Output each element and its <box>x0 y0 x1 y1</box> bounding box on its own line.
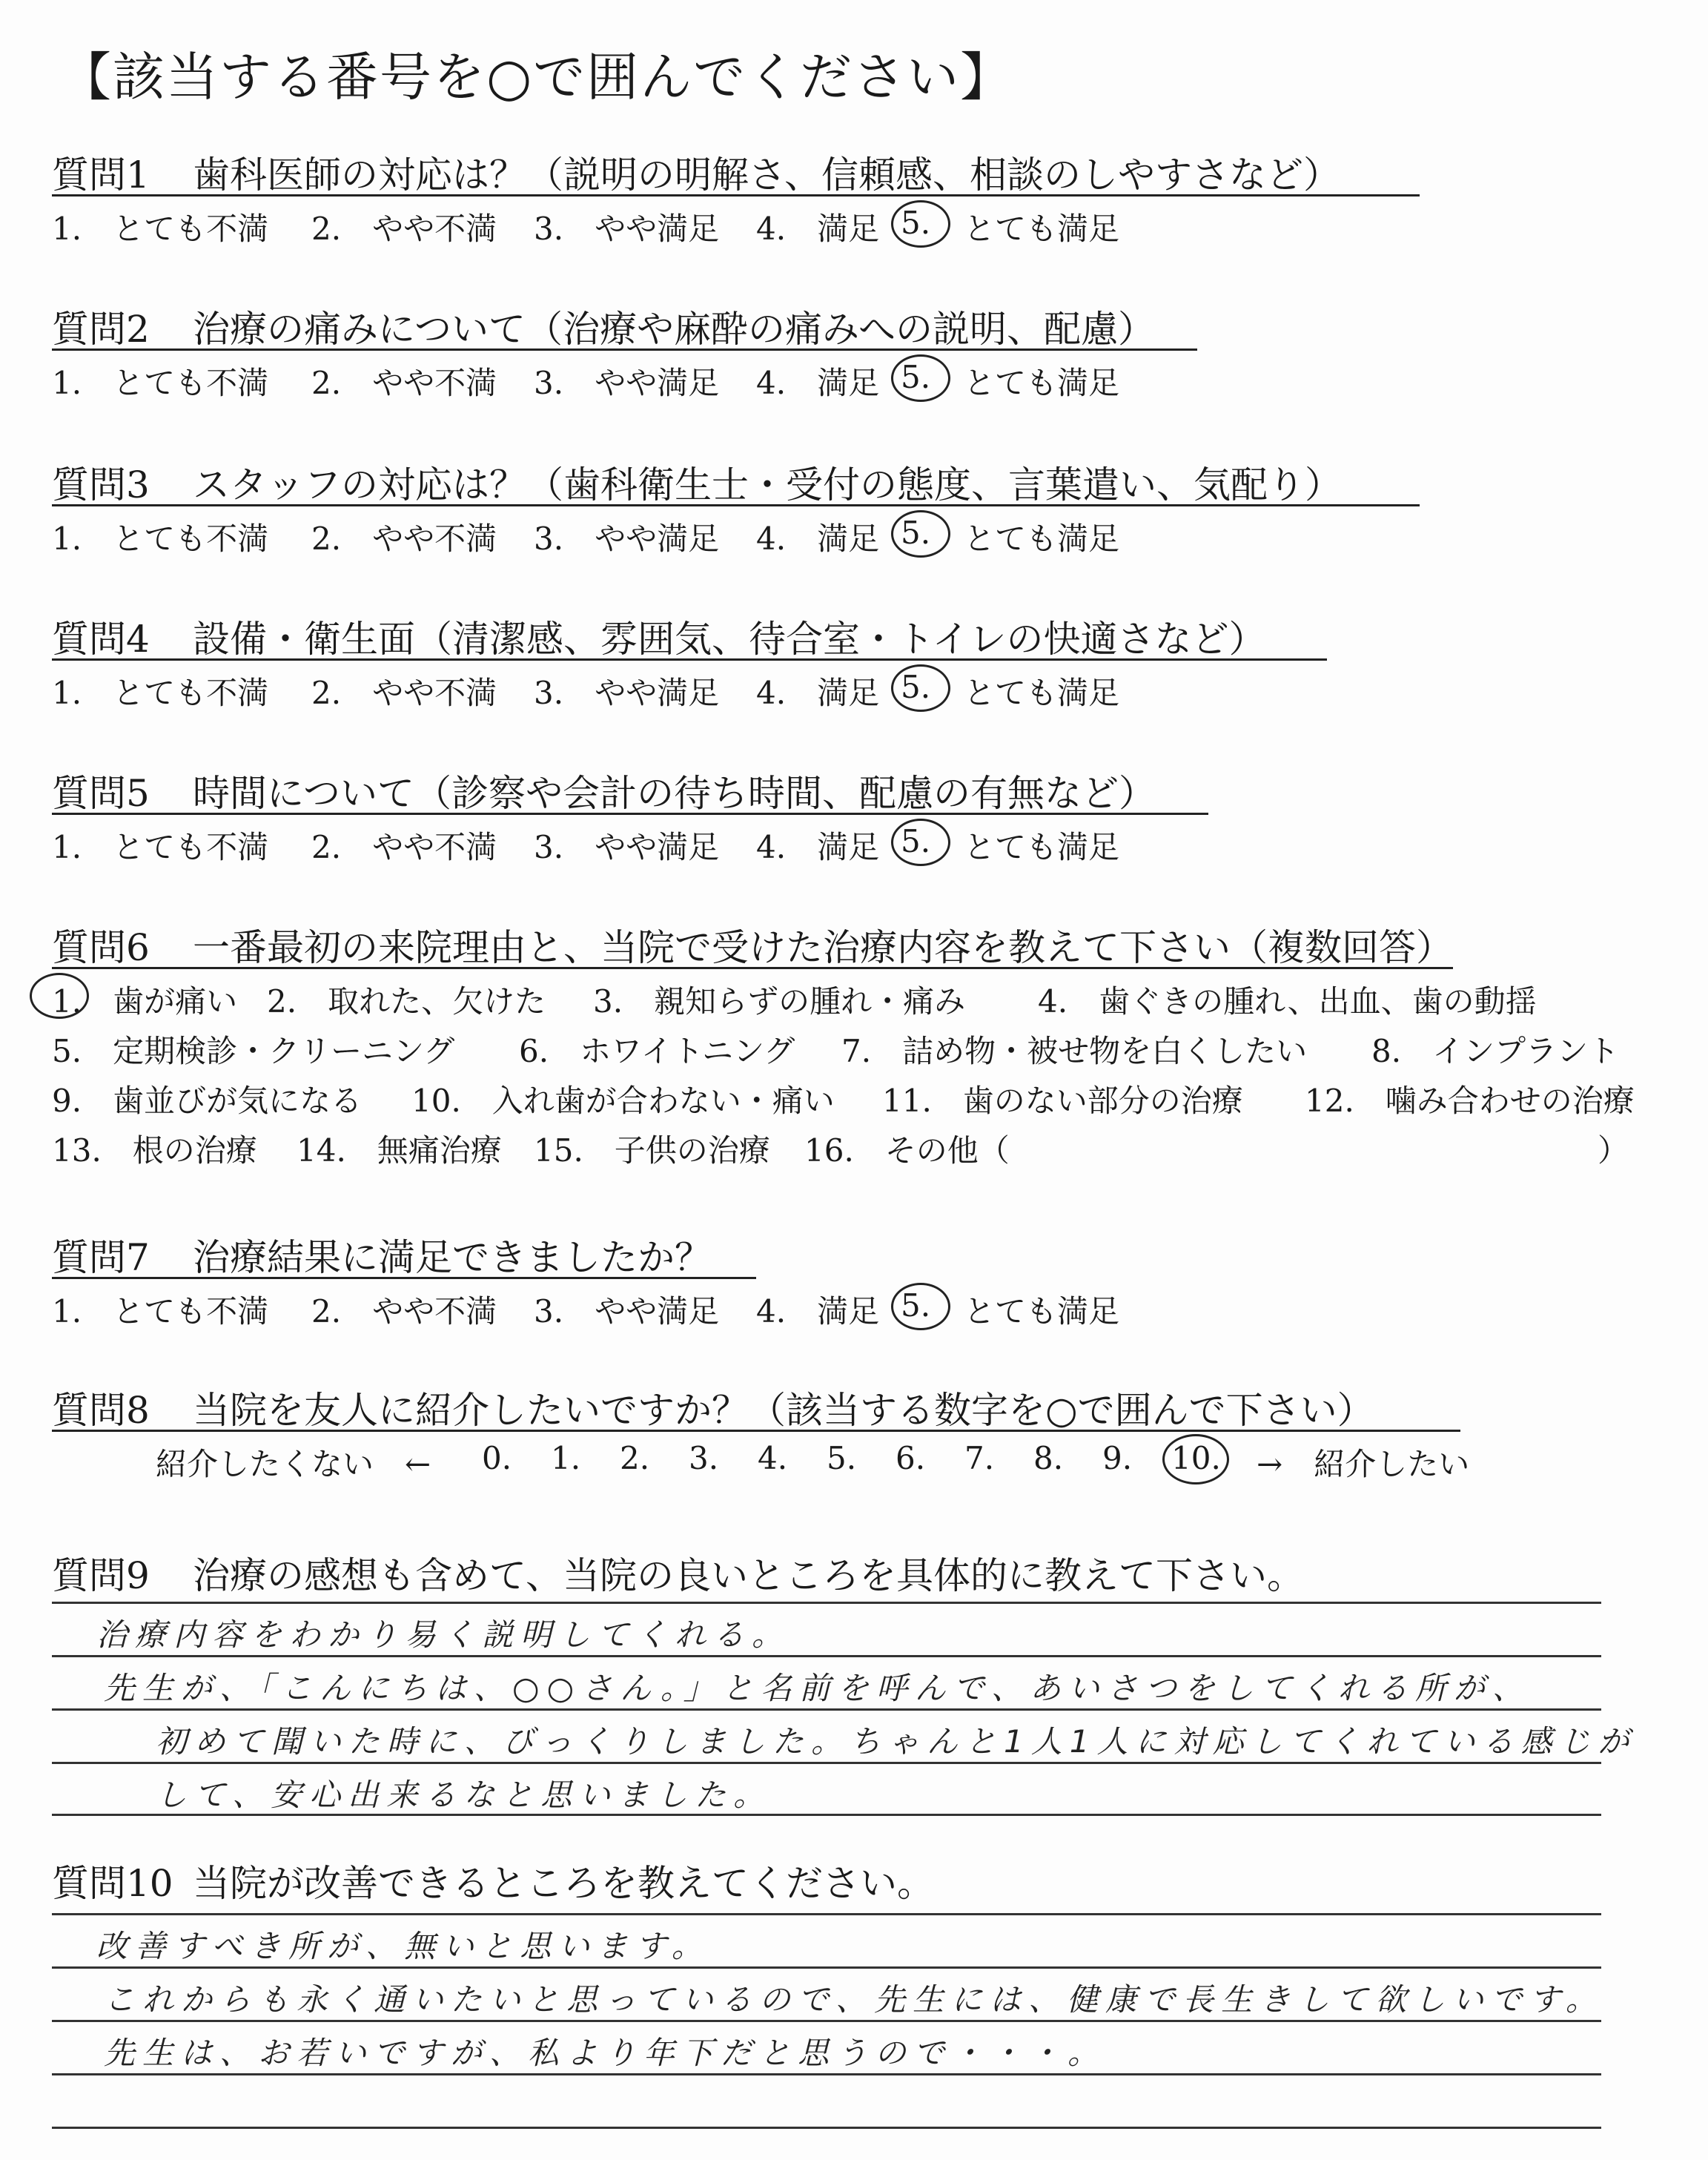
rating-option[interactable]: 1. とても不満 <box>52 1293 269 1330</box>
answer-line <box>52 1602 1601 1604</box>
answer-line <box>52 2127 1601 2129</box>
handwritten-answer-q9: して、安心出来るなと思いました。 <box>156 1777 772 1813</box>
question-text: 設備・衛生面（清潔感、雰囲気、待合室・トイレの快適さなど） <box>193 618 1266 661</box>
answer-line <box>52 1655 1601 1657</box>
rating-option[interactable]: 2. やや不満 <box>311 211 497 247</box>
q8-scale-number[interactable]: 6. <box>896 1440 926 1476</box>
rating-option[interactable]: とても満足 <box>964 829 1120 865</box>
q6-option[interactable]: 12. 噛み合わせの治療 <box>1305 1083 1635 1119</box>
rating-option[interactable]: 5. <box>901 823 931 859</box>
question-title <box>52 1854 934 1907</box>
rating-option[interactable]: とても満足 <box>964 365 1120 401</box>
question-title <box>52 1228 712 1281</box>
rating-option[interactable]: 1. とても不満 <box>52 365 269 401</box>
question-title <box>52 1546 1304 1599</box>
q6-option[interactable]: 5. 定期検診・クリーニング <box>52 1033 455 1069</box>
question-number: 質問5 <box>52 772 150 815</box>
q6-option[interactable]: 4. 歯ぐきの腫れ、出血、歯の動揺 <box>1038 983 1537 1020</box>
q6-option[interactable]: 13. 根の治療 <box>52 1132 257 1169</box>
question-title <box>52 764 1156 817</box>
rating-option[interactable]: 4. 満足 <box>756 675 880 711</box>
q6-option[interactable]: 7. 詰め物・被せ物を白くしたい <box>841 1033 1308 1069</box>
q6-option[interactable]: 16. その他（ <box>804 1132 1010 1169</box>
q6-option[interactable]: 11. 歯のない部分の治療 <box>882 1083 1243 1119</box>
rating-option[interactable]: 2. やや不満 <box>311 829 497 865</box>
rating-option[interactable]: 5. <box>901 205 931 241</box>
rating-option[interactable]: とても満足 <box>964 521 1120 557</box>
rating-option[interactable]: 4. 満足 <box>756 829 880 865</box>
rating-option[interactable]: とても満足 <box>964 1293 1120 1330</box>
selected-circle <box>891 354 950 402</box>
question-title <box>52 455 1342 509</box>
rating-option[interactable]: 1. とても不満 <box>52 675 269 711</box>
q8-scale-number[interactable]: 4. <box>758 1440 788 1476</box>
q6-option[interactable]: 9. 歯並びが気になる <box>52 1083 363 1119</box>
selected-circle <box>891 819 950 866</box>
question-title <box>52 610 1266 663</box>
question-number: 質問3 <box>52 463 150 506</box>
question-number: 質問9 <box>52 1554 150 1597</box>
q8-scale-number[interactable]: 2. <box>620 1440 650 1476</box>
rating-option[interactable]: 1. とても不満 <box>52 829 269 865</box>
selected-circle <box>891 200 950 248</box>
question-underline <box>52 349 1197 351</box>
rating-option[interactable]: 4. 満足 <box>756 211 880 247</box>
answer-line <box>52 2020 1601 2022</box>
rating-option[interactable]: 3. やや満足 <box>534 365 720 401</box>
question-number: 質問8 <box>52 1389 150 1432</box>
question-text: 一番最初の来院理由と、当院で受けた治療内容を教えて下さい（複数回答） <box>193 926 1453 969</box>
rating-option[interactable]: 5. <box>901 1287 931 1324</box>
question-underline <box>52 504 1420 506</box>
rating-option[interactable]: 3. やや満足 <box>534 1293 720 1330</box>
rating-option[interactable]: とても満足 <box>964 211 1120 247</box>
selected-circle <box>891 510 950 558</box>
rating-option[interactable]: 4. 満足 <box>756 1293 880 1330</box>
question-text: 当院が改善できるところを教えてください。 <box>193 1862 934 1905</box>
rating-option[interactable]: 2. やや不満 <box>311 365 497 401</box>
selected-circle <box>1162 1434 1229 1484</box>
question-text: 当院を友人に紹介したいですか？（該当する数字を○で囲んで下さい） <box>193 1389 1374 1432</box>
question-text: 歯科医師の対応は？（説明の明解さ、信頼感、相談のしやすさなど） <box>193 153 1340 196</box>
q8-scale-number[interactable]: 0. <box>482 1440 512 1476</box>
selected-circle <box>891 664 950 712</box>
question-text: 治療結果に満足できましたか？ <box>193 1236 712 1279</box>
q6-option[interactable]: 3. 親知らずの腫れ・痛み <box>593 983 966 1020</box>
rating-option[interactable]: 1. とても不満 <box>52 521 269 557</box>
handwritten-answer-q9: 初めて聞いた時に、びっくりしました。ちゃんと1人1人に対応してくれている感じが <box>156 1723 1637 1760</box>
q8-scale-number[interactable]: 10. <box>1171 1440 1221 1476</box>
question-number: 質問4 <box>52 618 150 661</box>
selected-circle <box>30 973 89 1019</box>
question-title <box>52 1381 1374 1434</box>
rating-option[interactable]: とても満足 <box>964 675 1120 711</box>
rating-option[interactable]: 3. やや満足 <box>534 829 720 865</box>
q6-option[interactable]: 6. ホワイトニング <box>519 1033 795 1069</box>
handwritten-answer-q10: 先生は、お若いですが、私より年下だと思うので・・・。 <box>104 2035 1107 2071</box>
rating-option[interactable]: 3. やや満足 <box>534 521 720 557</box>
question-title <box>52 300 1155 353</box>
question-number: 質問6 <box>52 926 150 969</box>
answer-line <box>52 1762 1601 1764</box>
question-underline <box>52 194 1420 196</box>
handwritten-answer-q10: これからも永く通いたいと思っているので、先生には、健康で長生きして欲しいです。 <box>104 1981 1604 2018</box>
question-number: 質問2 <box>52 308 150 351</box>
rating-option[interactable]: 2. やや不満 <box>311 1293 497 1330</box>
rating-option[interactable]: 2. やや不満 <box>311 675 497 711</box>
rating-option[interactable]: 1. とても不満 <box>52 211 269 247</box>
rating-option[interactable]: 5. <box>901 669 931 705</box>
rating-option[interactable]: 5. <box>901 515 931 551</box>
q6-option[interactable]: 8. インプラント <box>1371 1033 1620 1069</box>
rating-option[interactable]: 4. 満足 <box>756 521 880 557</box>
rating-option[interactable]: 5. <box>901 359 931 395</box>
rating-option[interactable]: 4. 満足 <box>756 365 880 401</box>
answer-line <box>52 2073 1601 2075</box>
q6-option[interactable]: 14. 無痛治療 <box>297 1132 502 1169</box>
q6-option[interactable]: 1. 歯が痛い <box>52 983 238 1020</box>
rating-option[interactable]: 3. やや満足 <box>534 675 720 711</box>
question-number: 質問10 <box>52 1862 173 1905</box>
q8-scale-number[interactable]: 7. <box>964 1440 995 1476</box>
page-header: 【該当する番号を○で囲んでください】 <box>59 47 1014 108</box>
question-text: 治療の感想も含めて、当院の良いところを具体的に教えて下さい。 <box>193 1554 1304 1597</box>
handwritten-answer-q9: 先生が、「こんにちは、○○さん。」と名前を呼んで、あいさつをしてくれる所が、 <box>104 1670 1531 1706</box>
q8-scale-number[interactable]: 1. <box>551 1440 581 1476</box>
q8-scale-number[interactable]: 8. <box>1033 1440 1064 1476</box>
q8-left-label: 紹介したくない ← <box>156 1446 431 1482</box>
handwritten-answer-q9: 治療内容をわかり易く説明してくれる。 <box>96 1616 791 1653</box>
answer-line <box>52 1913 1601 1915</box>
q6-option[interactable]: ） <box>1598 1132 1629 1169</box>
answer-line <box>52 1708 1601 1711</box>
question-underline <box>52 658 1327 661</box>
question-title <box>52 918 1453 971</box>
rating-option[interactable]: 2. やや不満 <box>311 521 497 557</box>
q8-scale-number[interactable]: 3. <box>689 1440 719 1476</box>
handwritten-answer-q10: 改善すべき所が、無いと思います。 <box>96 1928 710 1964</box>
question-underline <box>52 1277 756 1279</box>
question-underline <box>52 967 1453 969</box>
q6-option[interactable]: 15. 子供の治療 <box>534 1132 770 1169</box>
question-underline <box>52 813 1208 815</box>
question-text: 時間について（診察や会計の待ち時間、配慮の有無など） <box>193 772 1156 815</box>
question-number: 質問7 <box>52 1236 150 1279</box>
question-underline <box>52 1430 1460 1432</box>
q8-scale-number[interactable]: 5. <box>827 1440 857 1476</box>
rating-option[interactable]: 3. やや満足 <box>534 211 720 247</box>
q6-option[interactable]: 10. 入れ歯が合わない・痛い <box>411 1083 835 1119</box>
selected-circle <box>891 1283 950 1330</box>
q8-right-label: → 紹介したい <box>1257 1446 1470 1482</box>
question-title <box>52 145 1340 199</box>
answer-line <box>52 1966 1601 1969</box>
question-number: 質問1 <box>52 153 150 196</box>
question-text: 治療の痛みについて（治療や麻酔の痛みへの説明、配慮） <box>193 308 1155 351</box>
q6-option[interactable]: 2. 取れた、欠けた <box>267 983 546 1020</box>
question-text: スタッフの対応は？（歯科衛生士・受付の態度、言葉遣い、気配り） <box>193 463 1342 506</box>
q8-scale-number[interactable]: 9. <box>1102 1440 1133 1476</box>
